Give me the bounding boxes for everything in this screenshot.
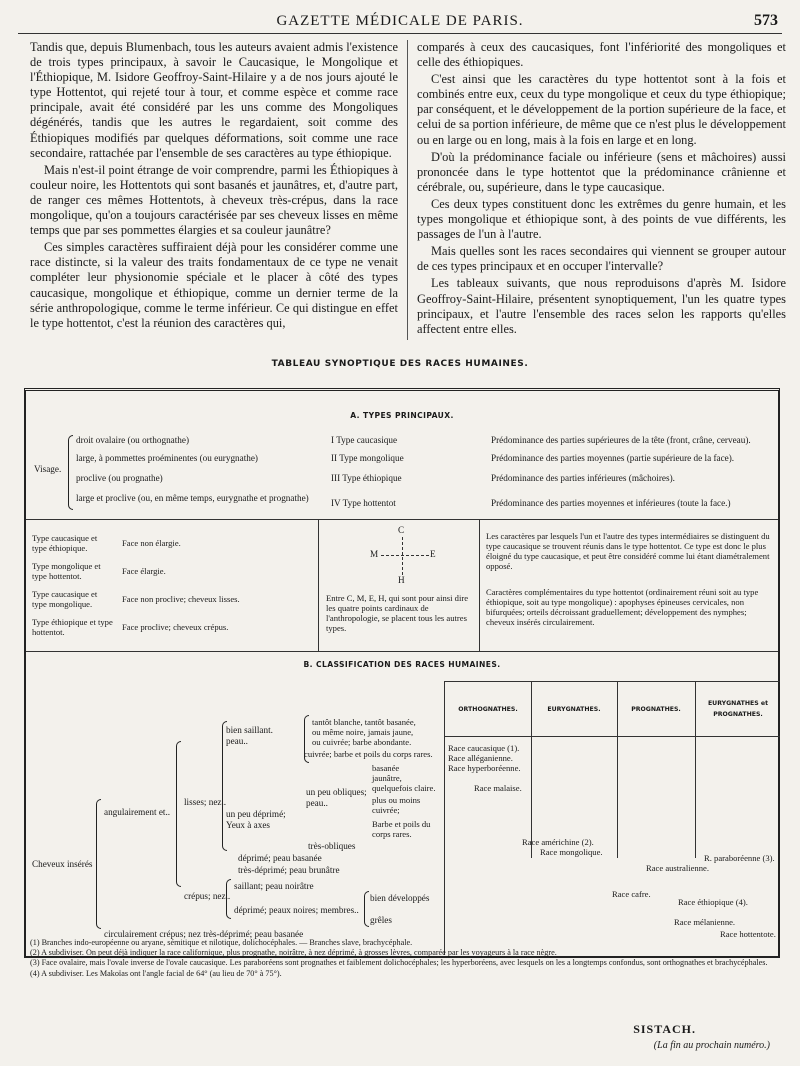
race-name: Race australienne. [646,863,709,873]
diagram-axis [381,555,429,556]
cardinal-e: E [430,549,436,559]
rule [617,682,618,858]
type-pair: Type éthiopique et type hottentot. [32,617,113,637]
paragraph: comparés à ceux des caucasiques, font l'infériorité des mongoliques et celle des éthiopiques. [417,40,786,70]
hair-brace [96,799,101,929]
type-name: III Type éthiopique [331,473,402,483]
diagram-axis [402,537,403,575]
face-shape: droit ovalaire (ou orthognathe) [76,435,190,445]
face-shape: large, à pommettes proéminentes (ou eurygnathe) [76,453,258,463]
visage-brace [68,435,73,510]
paragraph: Mais quelles sont les races secondaires qui viennent se grouper autour de ces types principaux et en occuper l'intervalle? [417,244,786,274]
type-pair: Type caucasique et type éthiopique. [32,533,98,553]
type-pair: Type caucasique et type mongolique. [32,589,98,609]
paragraph: Tandis que, depuis Blumenbach, tous les auteurs avaient admis l'existence de trois types principaux, à savoir le Caucasique, le Mongolique et l'Éthiopique, M. Isidore Geoffroy-Saint-Hilaire y a de nos jours ajouté le type Hottentot, qui rejeté tour à tour, et comme espèce et comme race principale, avait été considéré par les uns comme des Mongoliques dégénérés, tandis que les autres le regardaient, soit comme des Éthiopiques modifiés par quelques déformations, soit comme une race secondaire, rattachée par l'ensemble de ses caractères au type éthiopique. [30,40,398,160]
anguleux-label: angulairement et.. [104,807,171,817]
type-name: I Type caucasique [331,435,398,445]
footnotes [24,938,780,979]
author-signature: SISTACH. [633,1022,696,1036]
race-name: Race américhine (2). [522,837,594,847]
type-description: Prédominance des parties supérieures de la tête (front, crâne, cerveau). [491,435,751,445]
paragraph: C'est ainsi que les caractères du type hottentot sont à la fois et combinés entre eux, ceux du type mongolique et ceux du type éthiopique; par conséquent, et le développement de la portion supérieure de la face, et celui de sa portion inférieure, de même que ce n'est plus le développement ou en large ou en long, mais à la fois en large et en long. [417,72,786,147]
page-number: 573 [754,12,778,29]
circulairement-label: circulairement crépus; nez très-déprimé; peau basanée [104,929,304,939]
section-a-heading: A. TYPES PRINCIPAUX. [350,411,454,420]
type-name: IV Type hottentot [331,498,396,508]
diagram-caption: Entre C, M, E, H, qui sont pour ainsi dire les quatre points cardinaux de l'anthropologie, se placent tous les autres types. [326,593,469,633]
peau-2: basanée [372,763,400,773]
race-name: R. paraboréenne (3). [704,853,775,863]
race-name: Race hyperboréenne. [448,763,521,773]
race-name: Race mongolique. [540,847,603,857]
type-name: II Type mongolique [331,453,404,463]
face-shape: proclive (ou prognathe) [76,473,163,483]
peau-option: ou cuivrée; barbe abondante. [312,737,412,747]
race-name: Race éthiopique (4). [678,897,748,907]
type-description: Prédominance des parties inférieures (mâchoires). [491,473,675,483]
peau-2: plus ou moins cuivrée; [372,795,421,815]
type-description: Prédominance des parties moyennes (partie supérieure de la face). [491,453,735,463]
left-column [30,40,408,340]
race-name: Race mélanienne. [674,917,736,927]
journal-title: GAZETTE MÉDICALE DE PARIS. [276,13,524,29]
rule [445,736,780,737]
cardinal-m: M [370,549,379,559]
paragraph: Les tableaux suivants, que nous reproduisons d'après M. Isidore Geoffroy-Saint-Hilaire, présentent synoptiquement, l'un les quatre types principaux, et l'autre l'ensemble des races selon les rapports qu'elles affectent entre elles. [417,276,786,336]
visage-label: Visage. [34,464,62,474]
paragraph: Ces deux types constituent donc les extrêmes du genre humain, et les types mongolique et éthiopique sont, à des points de vue différents, les passages de l'un à l'autre. [417,196,786,242]
lisses-label: lisses; nez.. [184,797,227,807]
bien-saillant: bien saillant. peau.. [226,725,273,746]
deprime-noires: déprimé; peaux noires; membres.. [234,905,359,915]
table-title: TABLEAU SYNOPTIQUE DES RACES HUMAINES. [271,359,529,369]
rule [695,682,696,858]
race-grid [444,681,780,955]
cardinal-c: C [398,525,405,535]
rule [479,519,480,651]
crepus-label: crépus; nez.. [184,891,231,901]
race-name: Race alléganienne. [448,753,513,763]
synoptic-table [24,388,780,958]
un-peu-obliques: un peu obliques; peau.. [306,787,367,808]
greles: grêles [370,915,392,925]
race-name: Race malaise. [474,783,522,793]
right-note: Caractères complémentaires du type hottentot (ordinairement réuni soit au type éthiopique, soit au type mongolique) : apophyses épineuses cervicales, non bifurquées; orteils décroissant graduellement; développement des nymphes; cheveux insérés circulairement. [486,587,759,627]
rule [26,651,778,652]
hair-label: Cheveux insérés [32,859,93,869]
race-name: Race cafre. [612,889,651,899]
peau-2: Barbe et poils du corps rares. [372,819,431,839]
rule [318,519,319,651]
footnote: (2) A subdiviser. On peut déjà indiquer la race californique, plus prognathe, noirâtre, à nez déprimé, à grosses lèvres, comparée par les voyageurs à la race nègre. [30,948,557,958]
race-name: Race caucasique (1). [448,743,520,753]
continuation-note: (La fin au prochain numéro.) [653,1040,770,1051]
tres-obliques: très-obliques [308,841,356,851]
rule [531,682,532,858]
type-pair: Type mongolique et type hottentot. [32,561,101,581]
type-description: Prédominance des parties moyennes et inférieures (toute la face.) [491,498,731,508]
cardinal-h: H [398,575,405,585]
brace [176,741,181,887]
bien-developpes: bien développés [370,893,430,903]
peau-2: jaunâtre, quelquefois claire. [372,773,436,793]
col-eury-prognathes: EURYGNATHES et PROGNATHES. [707,700,769,718]
col-orthognathes: ORTHOGNATHES. [458,705,518,713]
pair-trait: Face non proclive; cheveux lisses. [122,594,240,604]
saillant-noiratre: saillant; peau noirâtre [234,881,314,891]
right-column [408,40,786,340]
running-head [18,10,782,34]
footnote: (3) Face ovalaire, mais l'ovale inverse de l'ovale caucasique. Les paraboréens sont prognathes et faiblement dolichocéphales; les hyperboréens, avec lesquels on les a longtemps confondus, sont orthognathes et brachycéphales. [30,958,768,968]
footnote: (4) A subdiviser. Les Makoïas ont l'angle facial de 64° (au lieu de 70° à 75°). [30,968,282,978]
paragraph: Ces simples caractères suffiraient déjà pour les considérer comme une race distincte, si la valeur des traits fondamentaux de ce type ne venait compléter leur physionomie spéciale et le placer à côté des types caucasique, mongolique et éthiopique, comme un dernier terme de la série anthropologique, comme le terme inférieur. Ce qui distingue en effet le type hottentot, c'est la réunion des caractères qui, [30,240,398,330]
article-columns [30,40,786,340]
deprime-basanee: déprimé; peau basanée [238,853,322,863]
pair-trait: Face élargie. [122,566,166,576]
peau-option: cuivrée; barbe et poils du corps rares. [304,749,433,759]
peau-option: ou même noire, jamais jaune, [312,727,414,737]
face-shape: large et proclive (ou, en même temps, eurygnathe et prognathe) [76,493,309,503]
pair-trait: Face proclive; cheveux crépus. [122,622,229,632]
peau-option: tantôt blanche, tantôt basanée, [312,717,416,727]
pair-trait: Face non élargie. [122,538,181,548]
paragraph: Mais n'est-il point étrange de voir comprendre, parmi les Éthiopiques à couleur noire, les Hottentots qui sont basanés et jaunâtres, et, d'autre part, de ranger ces mêmes Hottentots, à cheveux très-crépus, dans la race mongolique, qu'on a toujours caractérisée par ses cheveux lisses en même temps que par ses pommettes élargies et sa couleur jaunâtre? [30,162,398,238]
brace [226,879,231,919]
section-b-heading: B. CLASSIFICATION DES RACES HUMAINES. [303,660,501,669]
col-prognathes: PROGNATHES. [631,705,681,713]
right-note: Les caractères par lesquels l'un et l'autre des types intermédiaires se distinguent du type caucasique se trouvent réunis dans le type hottentot. Ce type est donc le plus éloigné du type caucasique, et peut être considéré comme lui étant diamétralement opposé. [486,531,770,571]
col-eurygnathes: EURYGNATHES. [547,705,601,713]
rule [26,519,778,520]
brace [364,891,369,927]
peu-deprime: un peu déprimé; Yeux à axes [226,809,286,830]
footnote: (1) Branches indo-européenne ou aryane, sémitique et nilotique, dolichocéphales. — Branches slave, brachycéphale. [30,938,413,947]
paragraph: D'où la prédominance faciale ou inférieure (sens et mâchoires) aussi prononcée dans le type hottentot que la prédominance crânienne et cérébrale, ou, supérieure, dans le type caucasique. [417,149,786,194]
tres-deprime: très-déprimé; peau brunâtre [238,865,340,875]
race-name: Race hottentote. [720,929,776,939]
